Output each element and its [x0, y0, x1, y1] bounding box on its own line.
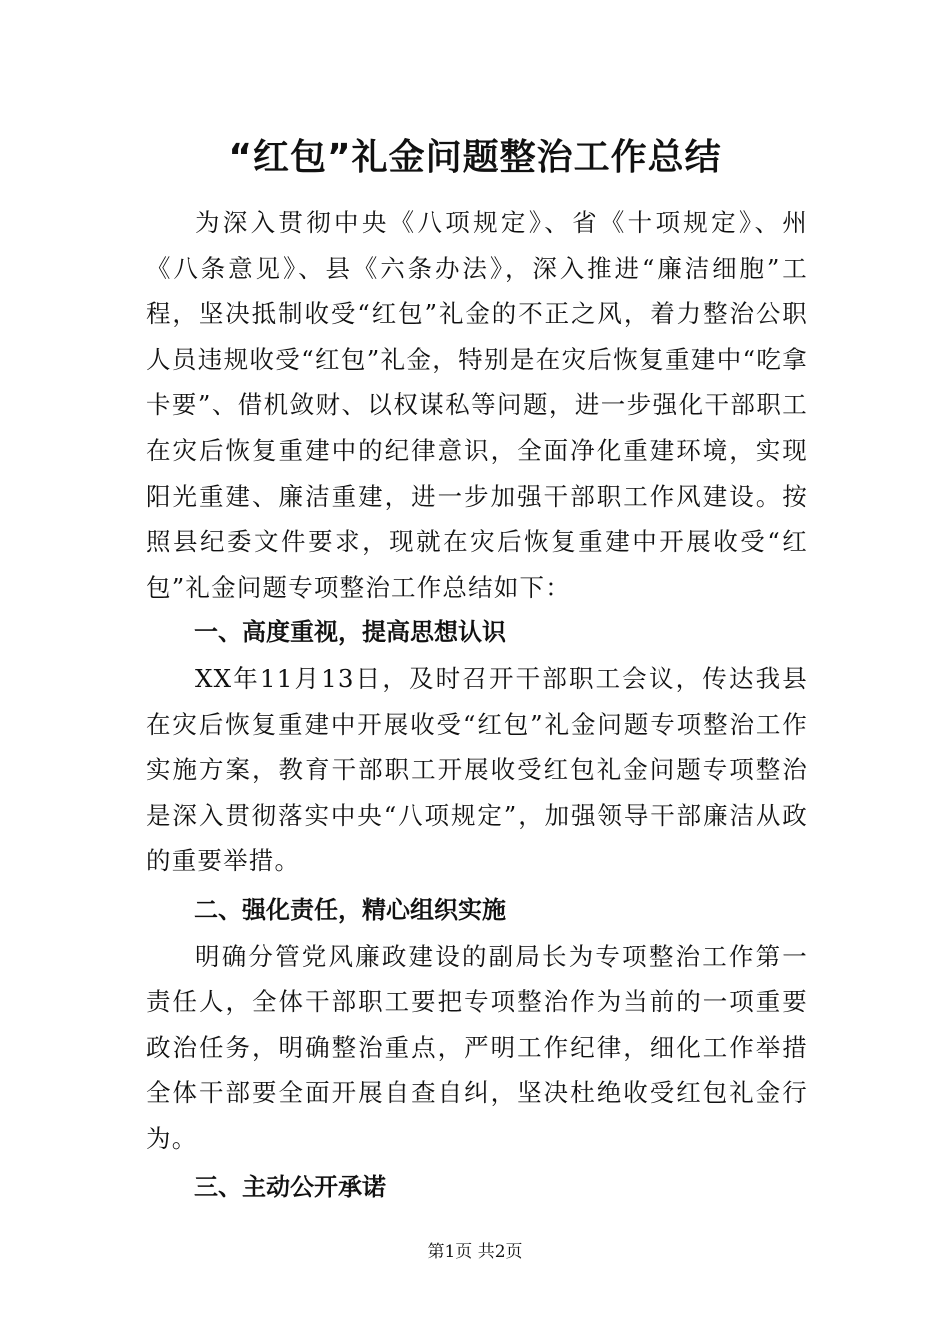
intro-paragraph: 为深入贯彻中央《八项规定》、省《十项规定》、州《八条意见》、县《六条办法》，深入推进“廉洁细胞”工程，坚决抵制收受“红包”礼金的不正之风，着力整治公职人员违规收受“红包”礼金，特别是在灾后恢复重建中“吃拿卡要”、借机敛财、以权谋私等问题，进一步强化干部职工在灾后恢复重建中的纪律意识，全面净化重建环境，实现阳光重建、廉洁重建，进一步加强干部职工作风建设。按照县纪委文件要求，现就在灾后恢复重建中开展收受“红包”礼金问题专项整治工作总结如下： — [146, 208, 808, 602]
page-number: 第1页 共2页 — [427, 1242, 523, 1262]
document-body — [146, 200, 808, 1211]
section-heading-3: 三、主动公开承诺 — [194, 1173, 386, 1202]
document-title: “红包”礼金问题整治工作总结 — [228, 137, 722, 178]
section-text-1: XX年11月13日，及时召开干部职工会议，传达我县在灾后恢复重建中开展收受“红包”礼金问题专项整治工作实施方案，教育干部职工开展收受红包礼金问题专项整治是深入贯彻落实中央“八项规定”，加强领导干部廉洁从政的重要举措。 — [146, 663, 808, 876]
section-heading-2: 二、强化责任，精心组织实施 — [194, 895, 506, 924]
section-text-2: 明确分管党风廉政建设的副局长为专项整治工作第一责任人，全体干部职工要把专项整治作为当前的一项重要政治任务，明确整治重点，严明工作纪律，细化工作举措全体干部要全面开展自查自纠，坚决杜绝收受红包礼金行为。 — [146, 941, 808, 1153]
section-heading-1: 一、高度重视，提高思想认识 — [194, 618, 506, 647]
